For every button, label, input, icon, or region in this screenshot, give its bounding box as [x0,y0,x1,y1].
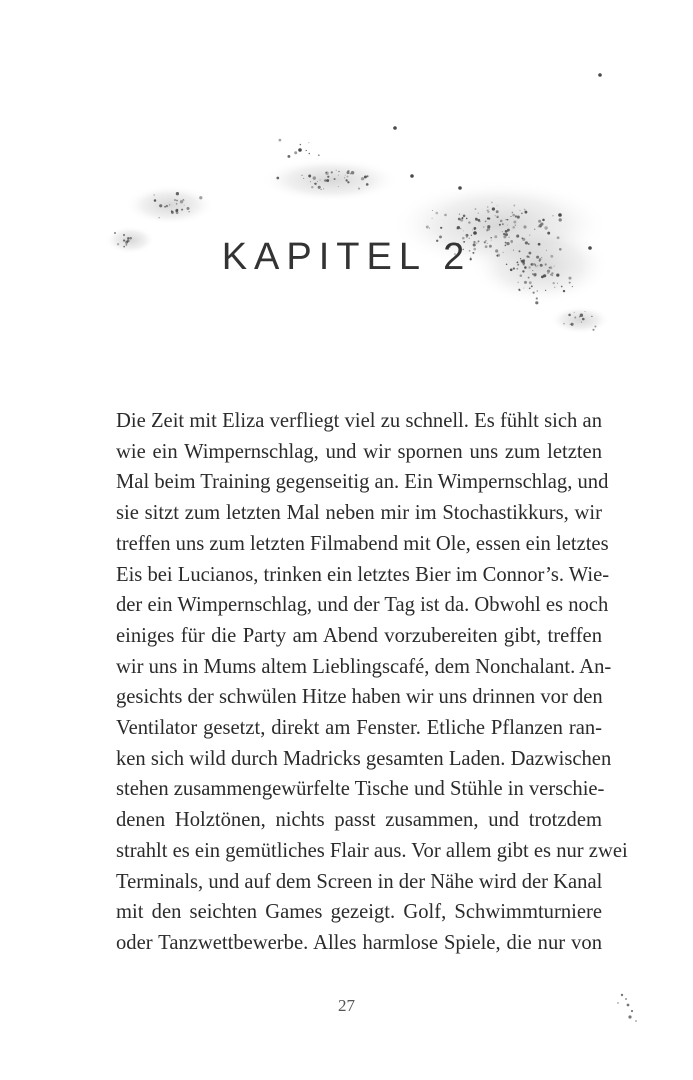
star-speck [189,211,190,212]
star-speck [513,221,516,224]
star-speck [306,150,307,151]
star-speck [594,326,596,328]
star-speck [558,213,562,217]
text-line: der ein Wimpernschlag, und der Tag ist da. Obwohl es noch [116,594,609,617]
star-speck [463,215,466,218]
star-speck [585,311,586,312]
star-speck [574,317,576,319]
text-line: oder Tanzwettbewerbe. Alles harmlose Spiele, die nur von [116,931,602,954]
star-speck [456,228,458,230]
star-speck [512,226,515,229]
star-speck [176,203,178,205]
star-speck [569,282,571,284]
star-speck [187,207,190,210]
star-speck [572,286,573,287]
starfield-decoration [0,0,693,400]
star-speck [301,175,302,176]
star-speck [496,210,499,213]
star-speck [507,231,508,232]
star-speck [310,181,311,182]
text-line: wir uns in Mums altem Lieblingscafé, dem Nonchalant. An- [116,655,612,678]
star-speck [475,218,478,221]
star-speck [287,155,290,158]
star-speck [507,219,508,220]
star-speck [478,213,479,214]
star-speck [533,292,535,294]
star-speck [458,186,462,190]
star-speck [314,183,315,184]
star-speck [468,221,470,223]
star-speck [542,219,545,222]
text-line: strahlt es ein gemütliches Flair aus. Vor allem gibt es nur zwei [116,839,628,862]
star-speck [519,210,520,211]
star-speck [496,216,499,219]
text-line: Eis bei Lucianos, trinken ein letztes Bier im Connor’s. Wie- [116,563,610,586]
star-speck [574,312,575,313]
star-speck [561,286,563,288]
star-speck [580,314,583,317]
star-speck [199,196,202,199]
star-speck [176,209,178,211]
chapter-title: KAPITEL 2 [221,236,472,278]
star-speck [440,227,442,229]
star-speck [169,204,170,205]
star-speck [540,223,543,226]
star-speck [279,139,282,142]
star-speck [524,281,527,284]
star-speck [318,186,321,189]
star-speck [347,181,349,183]
star-speck [358,188,360,190]
star-speck [502,223,504,225]
star-speck [429,228,430,229]
star-speck [331,171,333,173]
star-speck [531,285,533,287]
star-speck [466,218,468,220]
star-speck [474,227,477,230]
star-speck [480,221,481,222]
star-speck [507,225,508,226]
star-speck [308,142,309,143]
star-speck [492,207,495,210]
star-speck [563,323,564,324]
star-speck [545,290,546,291]
text-line: einiges für die Party am Abend vorzubereiten gibt, treffen [116,624,602,647]
star-speck [114,232,116,234]
star-speck [547,232,550,235]
star-speck [309,153,311,155]
star-speck [393,126,397,130]
star-speck [308,175,311,178]
star-speck [159,217,160,218]
star-speck [503,233,505,235]
star-speck [581,322,582,323]
star-speck [491,202,493,204]
star-speck [317,181,318,182]
star-speck [472,229,473,230]
star-speck [540,226,541,227]
star-speck [159,204,162,207]
star-speck [181,209,183,211]
star-speck [344,177,345,178]
star-speck [517,282,518,283]
text-line: Ventilator gesetzt, direkt am Fenster. Etliche Pflanzen ran- [116,717,602,740]
corner-speckle-decoration [590,985,650,1045]
text-line: Die Zeit mit Eliza verfliegt viel zu schnell. Es fühlt sich an [116,410,602,432]
star-speck [535,301,538,304]
star-speck [164,206,166,208]
star-speck [338,171,339,172]
text-line: Mal beim Training gegenseitig an. Ein Wimpernschlag, und [116,471,609,494]
star-speck [174,199,176,201]
text-line: Terminals, und auf dem Screen in der Nähe wird der Kanal [116,870,603,893]
star-speck [347,171,350,174]
star-speck [544,226,547,229]
star-speck [338,175,339,176]
star-speck [523,225,526,228]
star-speck [176,192,179,195]
star-speck [487,228,490,231]
text-line: sie sitzt zum letzten Mal neben mir im Stochastikkurs, wir [116,502,602,525]
star-speck [534,229,535,230]
star-speck [326,179,329,182]
star-speck [497,205,498,206]
star-speck [524,209,526,211]
star-speck [512,212,514,214]
star-speck [591,316,592,317]
star-speck [552,215,553,216]
star-speck [502,231,503,232]
star-speck [506,219,507,220]
star-speck [334,178,336,180]
star-speck [521,213,523,215]
star-speck [592,329,594,331]
star-speck [364,177,366,179]
text-line: wie ein Wimpernschlag, und wir spornen uns zum letzten [116,440,602,463]
star-speck [459,214,460,215]
star-speck [336,170,337,171]
star-speck [444,214,447,217]
star-speck [318,154,320,156]
star-speck [524,211,527,214]
star-speck [460,218,463,221]
star-speck [536,297,538,299]
star-speck [180,200,183,203]
star-speck [338,186,339,187]
star-speck [529,288,531,290]
star-speck [510,216,511,217]
star-speck [176,200,178,202]
star-speck [499,224,501,226]
star-speck [276,177,279,180]
star-speck [475,208,477,210]
star-speck [313,176,316,179]
star-speck [538,226,539,227]
star-speck [154,199,157,202]
star-speck [460,228,461,229]
star-speck [298,148,302,152]
star-speck [303,178,304,179]
star-speck [345,175,346,176]
star-speck [366,183,369,186]
star-speck [478,219,481,222]
star-speck [505,230,508,233]
star-speck [410,174,414,178]
star-speck [311,186,313,188]
text-line: stehen zusammengewürfelte Tische und Stühle in verschie- [116,778,605,801]
star-speck [320,189,321,190]
star-speck [323,188,324,189]
star-speck [166,205,168,207]
star-speck [512,214,515,217]
star-speck [183,199,184,200]
star-speck [523,288,524,289]
star-speck [571,323,574,326]
star-speck [537,290,539,292]
star-speck [463,230,464,231]
star-speck [361,177,364,180]
star-speck [579,316,580,317]
star-speck [345,179,347,181]
star-speck [557,283,558,284]
star-speck [500,220,503,223]
star-speck [538,220,541,223]
star-speck [184,205,185,206]
star-speck [488,218,490,220]
star-speck [485,221,487,223]
star-speck [327,176,329,178]
star-speck [513,205,515,207]
text-line: treffen uns zum letzten Filmabend mit Ole, essen ein letztes [116,532,609,555]
star-speck [366,175,368,177]
star-speck [154,194,155,195]
star-speck [582,318,585,321]
text-line: denen Holztönen, nichts passt zusammen, und trotzdem [116,809,602,832]
star-speck [474,229,475,230]
star-speck [300,144,302,146]
star-speck [483,226,484,227]
star-speck [294,151,297,154]
star-speck [517,216,520,219]
star-speck [487,206,488,207]
page-number: 27 [338,996,355,1015]
star-speck [529,281,532,284]
star-speck [325,172,327,174]
star-speck [569,324,570,325]
star-speck [473,231,477,235]
star-speck [171,210,173,212]
star-speck [515,224,516,225]
star-speck [351,171,354,174]
star-speck [435,212,438,215]
star-speck [553,282,555,284]
star-speck [495,215,496,216]
text-line: gesichts der schwülen Hitze haben wir uns drinnen vor den [116,686,603,709]
star-speck [319,179,320,180]
star-speck [487,210,488,211]
chapter-body [116,406,628,959]
star-speck [488,210,489,211]
text-line: ken sich wild durch Madricks gesamten Laden. Dazwischen [116,747,612,770]
star-speck [432,210,433,211]
star-speck [554,286,556,288]
star-speck [515,215,517,217]
star-speck [347,176,349,178]
star-speck [507,229,510,232]
star-speck [559,218,562,221]
star-speck [563,290,565,292]
star-speck [426,226,429,229]
star-speck [518,289,520,291]
star-speck [432,218,433,219]
star-speck [568,314,571,317]
star-speck [598,73,602,77]
text-line: mit den seichten Games gezeigt. Golf, Schwimmturniere [116,901,602,924]
